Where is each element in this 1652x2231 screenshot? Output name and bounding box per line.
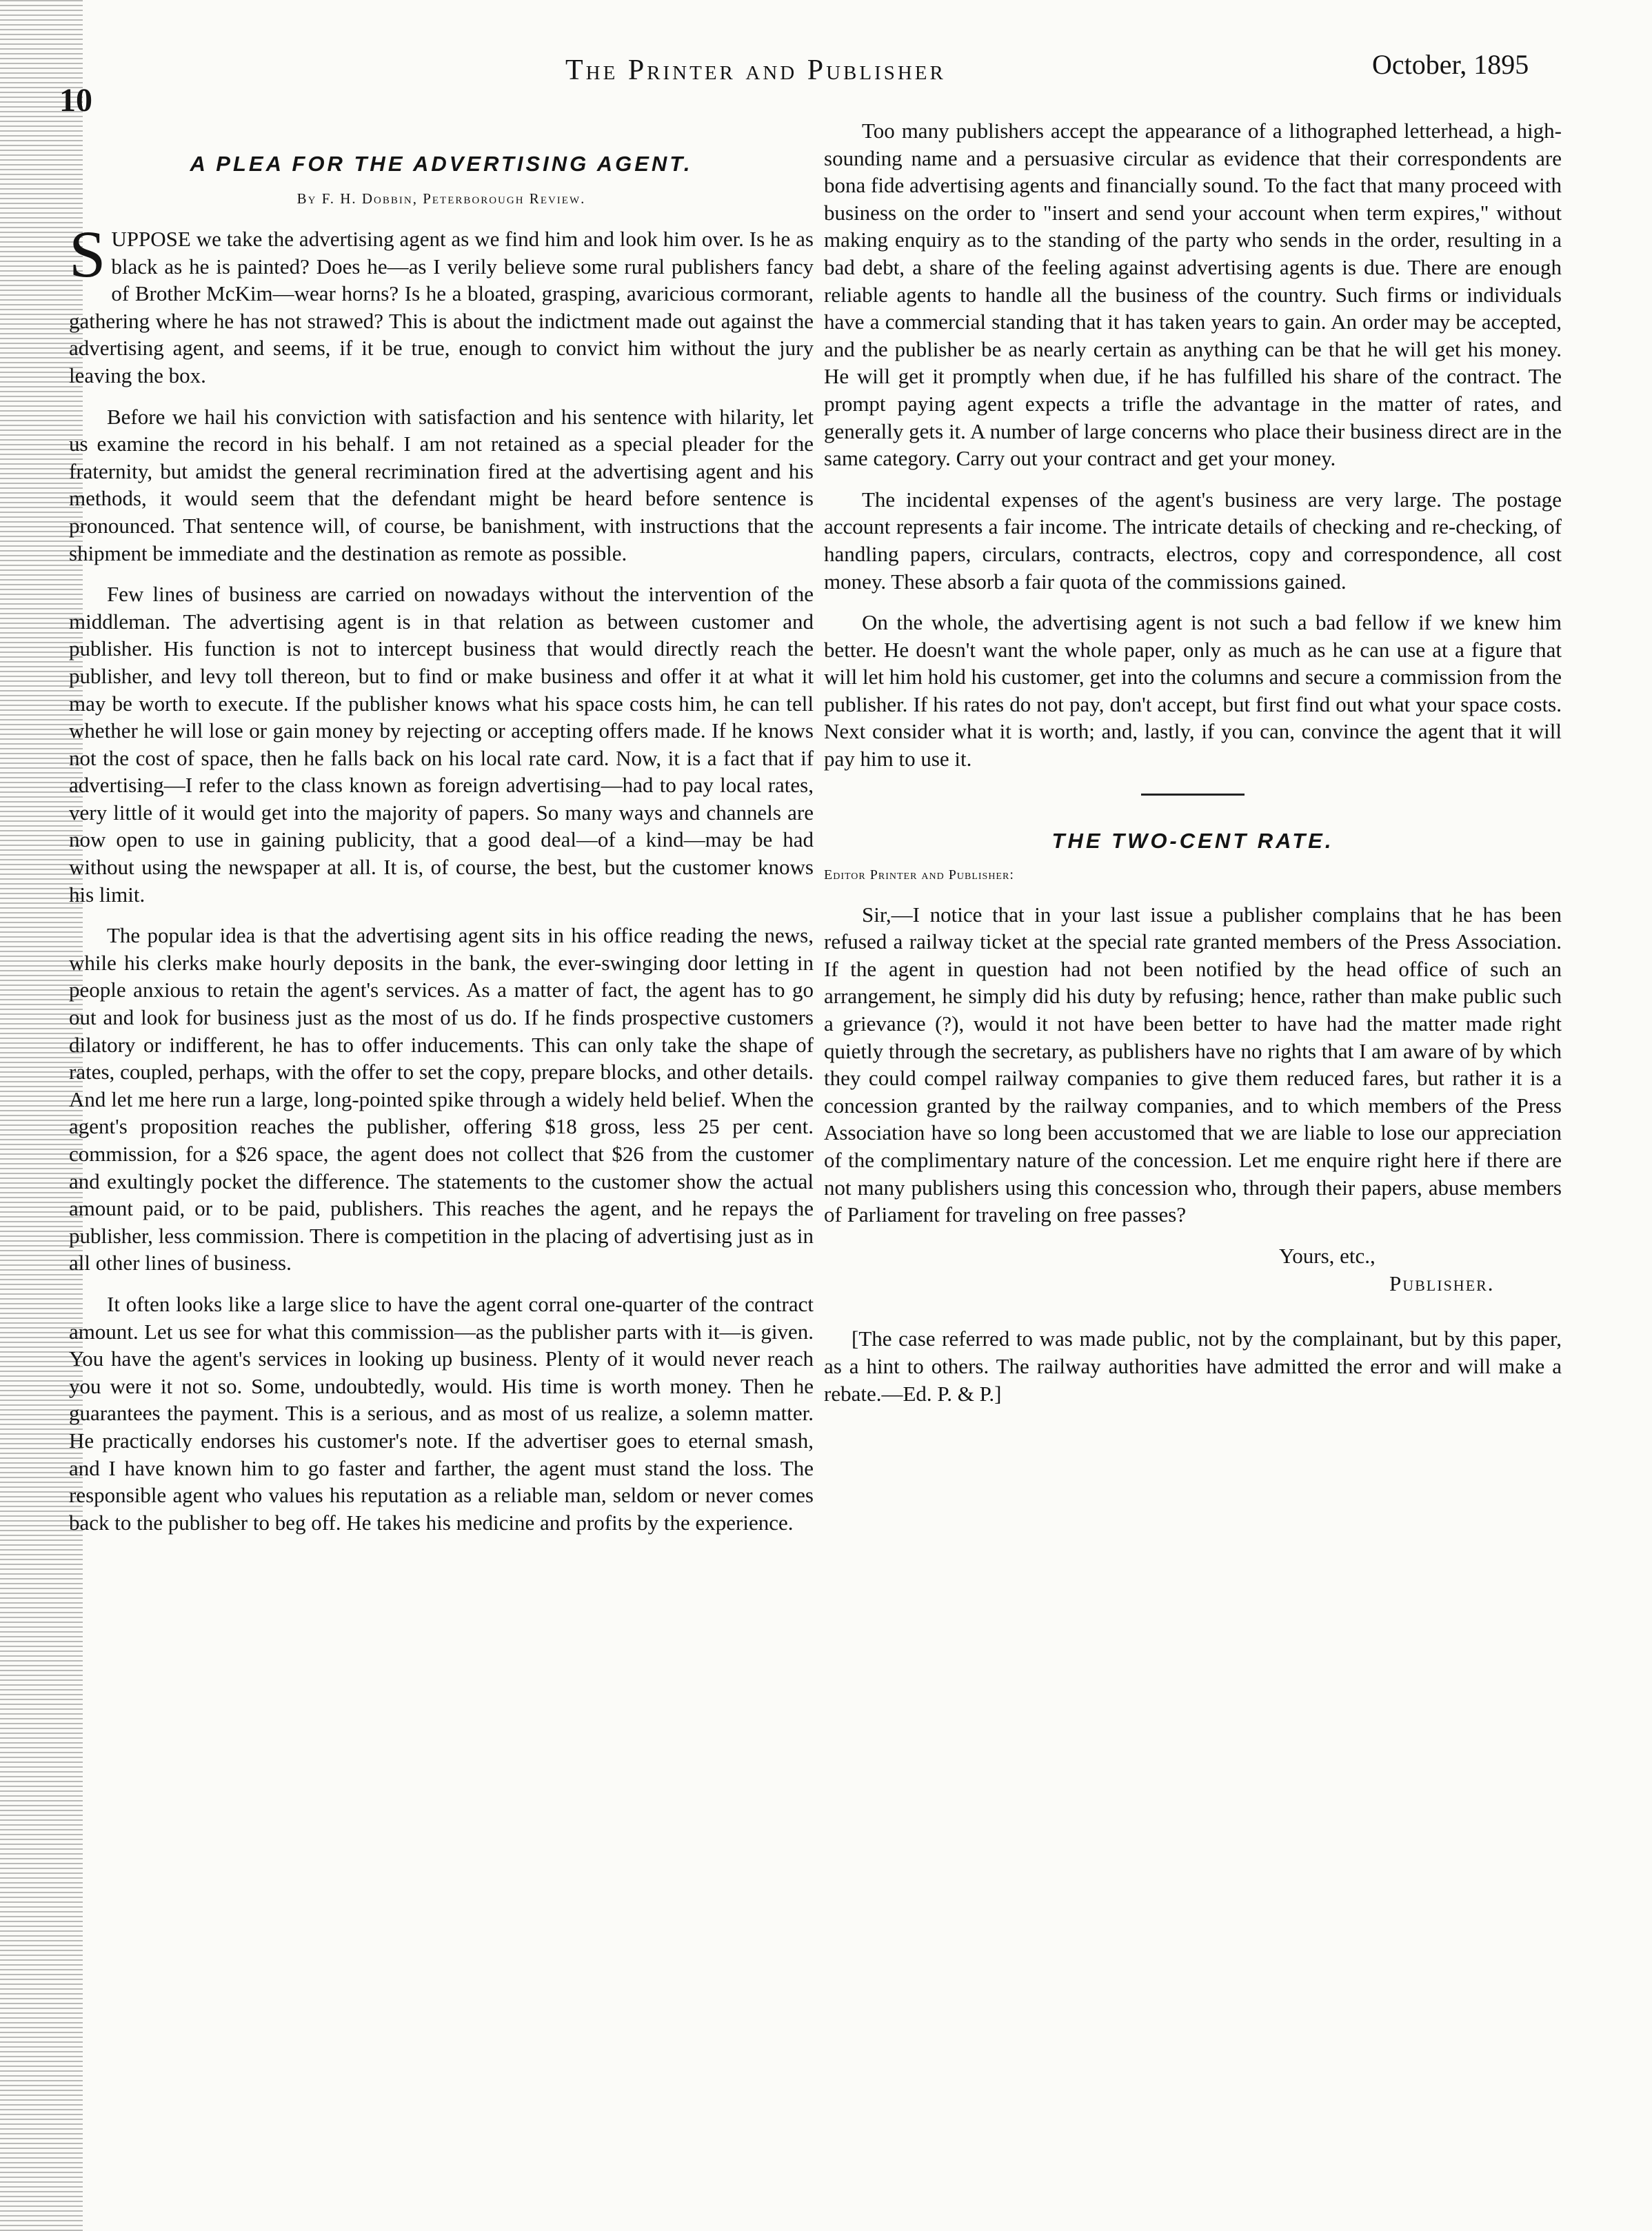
running-title: The Printer and Publisher (565, 54, 946, 86)
paragraph-text: UPPOSE we take the advertising agent as we find him and look him over. Is he as black as he is painted? Does he—as I verily believe some rural publishers fancy of Brother McKim—wear horns? Is he a bloated, grasping, avaricious cormorant, gathering where he has not strawed? This is about the indictment made out against the advertising agent, and seems, if it be true, enough to convict him without the jury leaving the box. (69, 227, 814, 387)
section-divider (1141, 794, 1245, 796)
article-paragraph (69, 217, 814, 390)
letter-salutation: Editor Printer and Publisher: (824, 867, 1014, 882)
article-paragraph: Too many publishers accept the appearance of a lithographed letterhead, a high-sounding name and a persuasive circular as evidence that their correspondents are bona fide advertising agents and financially sound. To the fact that many proceed with business on the order to "insert and send your account when term expires," without making enquiry as to the standing of the party who sends in the order, resulting in a bad debt, a share of the feeling against advertising agents is due. There are enough reliable agents to handle all the business of the country. Such firms or individuals have a commercial standing that it has taken years to gain. An order may be accepted, and the publisher be as nearly certain as anything can be that he will get his money. He will get it promptly when due, if he has fulfilled his share of the contract. The prompt paying agent expects a trifle the advantage in the matter of rates, and generally gets it. A number of large concerns who place their business direct are in the same category. Carry out your contract and get your money. (824, 119, 1562, 471)
article-byline: By F. H. Dobbin, Peterborough Review. (296, 190, 586, 207)
issue-date: October, 1895 (1372, 49, 1529, 80)
article-paragraph: The incidental expenses of the agent's business are very large. The postage account represents a fair income. The intricate details of checking and re-checking, of handling papers, circulars, contracts, electros, copy and correspondence, all cost money. These absorb a fair quota of the commissions gained. (824, 487, 1562, 594)
article-paragraph: It often looks like a large slice to have the agent corral one-quarter of the contract amount. Let us see for what this commission—as the publisher parts with it—is given. You have the agent's services in looking up business. Plenty of it would never reach you were it not so. Some, undoubtedly, would. His time is worth money. Then he guarantees the payment. This is a serious, and as most of us realize, a solemn matter. He practically endorses his customer's note. If the advertiser goes to eternal smash, and I have known him to go faster and farther, the agent must stand the loss. The responsible agent who values his reputation as a reliable man, seldom or never comes back to the publisher to beg off. He takes his medicine and profits by the experience. (69, 1291, 814, 1535)
letter-body: Sir,—I notice that in your last issue a publisher complains that he has been refused a railway ticket at the special rate granted members of the Press Association. If the agent in question had not been notified by the head office of such an arrangement, he simply did his duty by refusing; hence, rather than make public such a grievance (?), would it not have been better to have had the matter made right quietly through the secretary, as publishers have no rights that I am aware of by which they could compel railway companies to give them reduced fares, but rather it is a concession granted by the railway companies, and to which members of the Press Association have so long been accustomed that we are liable to lose our appreciation of the complimentary nature of the concession. Let me enquire right here if there are not many publishers using this concession who, through their papers, abuse members of Parliament for traveling on free passes? (824, 902, 1562, 1227)
article-paragraph: The popular idea is that the advertising agent sits in his office reading the news, while his clerks make hourly deposits in the bank, the ever-swinging door letting in people anxious to retain the agent's services. As a matter of fact, the agent has to go out and look for business just as the most of us do. If he finds prospective customers dilatory or indifferent, he has to offer inducements. This can only take the shape of rates, coupled, perhaps, with the offer to set the copy, prepare blocks, and other details. And let me here run a large, long-pointed spike through a widely held belief. When the agent's proposition reaches the publisher, offering $18 gross, less 25 per cent. commission, for a $26 space, the agent does not collect that $26 from the customer and exultingly pocket the difference. The statements to the customer show the actual amount paid, or to be paid, publishers. This reaches the agent, and he repays the publisher, less commission. There is competition in the placing of advertising just as in all other lines of business. (69, 923, 814, 1275)
left-column (69, 138, 814, 1550)
letter-signature: Publisher. (1389, 1271, 1495, 1295)
editor-note: [The case referred to was made public, not by the complainant, but by this paper, as a hint to others. The railway authorities have admitted the error and will make a rebate.—Ed. P. & P.] (824, 1326, 1562, 1406)
page-number: 10 (59, 82, 92, 119)
drop-cap: S (69, 217, 106, 291)
page-header (0, 41, 1652, 119)
right-column (824, 117, 1562, 1408)
letter-closing: Yours, etc., (1279, 1243, 1376, 1268)
article-title: A PLEA FOR THE ADVERTISING AGENT. (190, 152, 693, 176)
article-paragraph: Few lines of business are carried on nowadays without the intervention of the middleman. The advertising agent is in that relation as between customer and publisher. His function is not to intercept business that would directly reach the publisher, and levy toll thereon, but to find or make business and offer it at what it may be worth to execute. If the publisher knows what his space costs him, he can tell whether he will lose or gain money by rejecting or accepting offers made. If he knows not the cost of space, then he falls back on his local rate card. Now, it is a fact that if advertising—I refer to the class known as foreign advertising—had to pay local rates, very little of it would get into the majority of papers. So many ways and channels are now open to use in gaining publicity, that a good deal—of a kind—may be had without using the newspaper at all. It is, of course, the best, but the customer knows his limit. (69, 582, 814, 907)
article-paragraph: Before we hail his conviction with satisfaction and his sentence with hilarity, let us examine the record in his behalf. I am not retained as a special pleader for the fraternity, but amidst the general recrimination fired at the advertising agent and his methods, it would seem that the defendant might be heard before sentence is pronounced. That sentence will, of course, be banishment, with instructions that the shipment be immediate and the destination as remote as possible. (69, 404, 814, 565)
letter-title: THE TWO-CENT RATE. (1051, 828, 1334, 853)
article-paragraph: On the whole, the advertising agent is not such a bad fellow if we knew him better. He doesn't want the whole paper, only as much as he can use at a figure that will let him hold his customer, get into the columns and secure a commission from the publisher. If his rates do not pay, don't accept, but first find out what your space costs. Next consider what it is worth; and, lastly, if you can, convince the agent that it will pay him to use it. (824, 610, 1562, 771)
